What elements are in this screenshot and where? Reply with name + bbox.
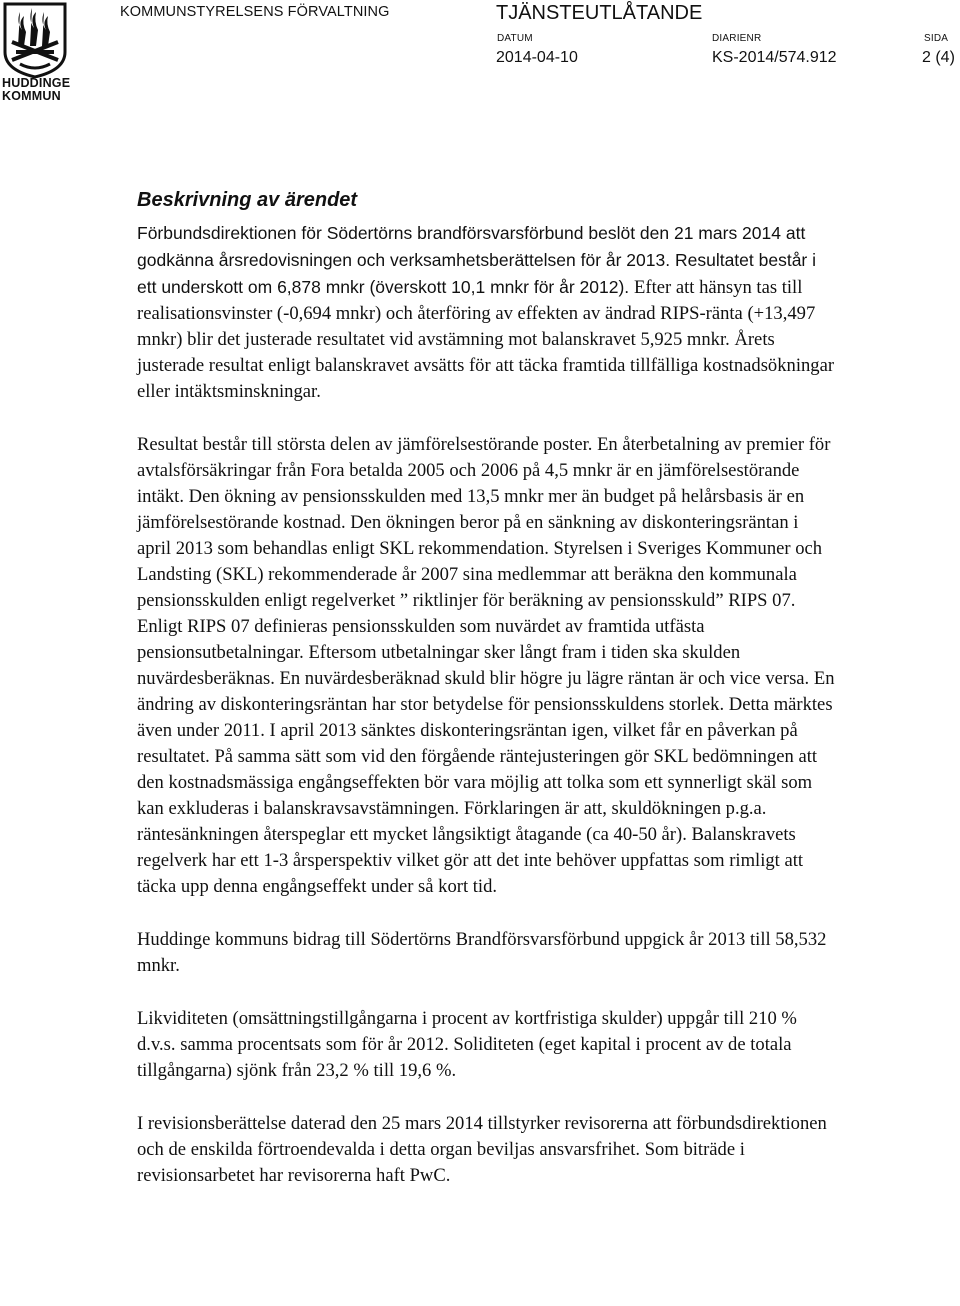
logo-text-line1: HUDDINGE	[2, 76, 71, 90]
date-value: 2014-04-10	[496, 49, 578, 66]
coat-of-arms-icon	[2, 2, 68, 78]
logo-wordmark	[2, 77, 70, 103]
section-heading: Beskrivning av ärendet	[137, 189, 358, 211]
document-body	[137, 186, 837, 1189]
paragraph-liquidity: Likviditeten (omsättningstillgångarna i procent av kortfristiga skulder) uppgår till 210 % d.v.s. samma procentsats som för år 2012. Soliditeten (eget kapital i procent av de totala tillgångarna) sjönk från 23,2 % till 19,6 %.	[137, 1008, 797, 1081]
paragraph-contribution: Huddinge kommuns bidrag till Södertörns Brandförsvarsförbund uppgick år 2013 till 58,532 mnkr.	[137, 929, 827, 976]
document-type: TJÄNSTEUTLÅTANDE	[496, 2, 703, 24]
paragraph-audit: I revisionsberättelse daterad den 25 mars 2014 tillstyrker revisorerna att förbundsdirektionen och de enskilda förtroendevalda i detta organ beviljas ansvarsfrihet. Som biträde i revisionsarbetet har revisorerna haft PwC.	[137, 1113, 827, 1186]
date-label: DATUM	[497, 33, 533, 44]
paragraph-description-part2: Resultatet består i ett underskott om 6,878 mnkr (överskott 10,1 mnkr för år 2012).	[137, 250, 817, 297]
paragraph-description	[137, 220, 837, 405]
paragraph-description-part1: Förbundsdirektionen för Södertörns brandförsvarsförbund beslöt den 21 mars 2014 att godkänna årsredovisningen och verksamhetsberättelsen för år 2013.	[137, 223, 806, 270]
page-value: 2 (4)	[922, 49, 955, 66]
organization-name: KOMMUNSTYRELSENS FÖRVALTNING	[120, 4, 390, 20]
paragraph-result: Resultat består till största delen av jämförelsestörande poster. En återbetalning av premier för avtalsförsäkringar från Fora betalda 2005 och 2006 på 4,5 mnkr är en jämförelsestörande intäkt. Den ökning av pensionsskulden med 13,5 mnkr mer än budget på helårsbasis är en jämförelsestörande kostnad. Den ökningen beror på en sänkning av diskonteringsräntan i april 2013 som behandlas enligt SKL rekommendation. Styrelsen i Sveriges Kommuner och Landsting (SKL) rekommenderade år 2007 sina medlemmar att beräkna den kommunala pensionsskulden enligt regelverket ” riktlinjer för beräkning av pensionsskuld” RIPS 07. Enligt RIPS 07 definieras pensionsskulden som nuvärdet av framtida utfästa pensionsutbetalningar. Eftersom utbetalningar sker långt fram i tiden ska skulden nuvärdesberäknas. En nuvärdesberäknad skuld blir högre ju lägre räntan är och vice versa. En ändring av diskonteringsräntan har stor betydelse för pensionsskuldens storlek. Detta märktes även under 2011. I april 2013 sänktes diskonteringsräntan igen, vilket får en påverkan på resultatet. På samma sätt som vid den förgående räntejusteringen gör SKL bedömningen att den kostnadsmässiga engångseffekten bör vara möjlig att tolka som ett synnerligt skäl som kan exkluderas i balanskravsavstämningen. Förklaringen är att, skuldökningen p.g.a. räntesänkningen återspeglar ett mycket långsiktigt åtagande (ca 40-50 år). Balanskravets regelverk har ett 1-3 årsperspektiv vilket gör att det inte behöver uppfattas som rimligt att täcka upp denna engångseffekt under så kort tid.	[137, 434, 835, 897]
paragraph-description-part3: Efter att hänsyn tas till realisationsvinster (-0,694 mnkr) och återföring av effekten av ändrad RIPS-ränta (+13,497 mnkr) blir det justerade resultatet vid avstämning mot balanskravet 5,925 mnkr. Årets justerade resultat enligt balanskravet avsätts för att täcka framtida tillfälliga kostnadsökningar eller intäktsminskningar.	[137, 277, 835, 402]
diarienr-value: KS-2014/574.912	[712, 49, 837, 66]
diarienr-label: DIARIENR	[712, 33, 762, 44]
page-label: SIDA	[924, 33, 949, 44]
logo-text-line2: KOMMUN	[2, 89, 61, 103]
